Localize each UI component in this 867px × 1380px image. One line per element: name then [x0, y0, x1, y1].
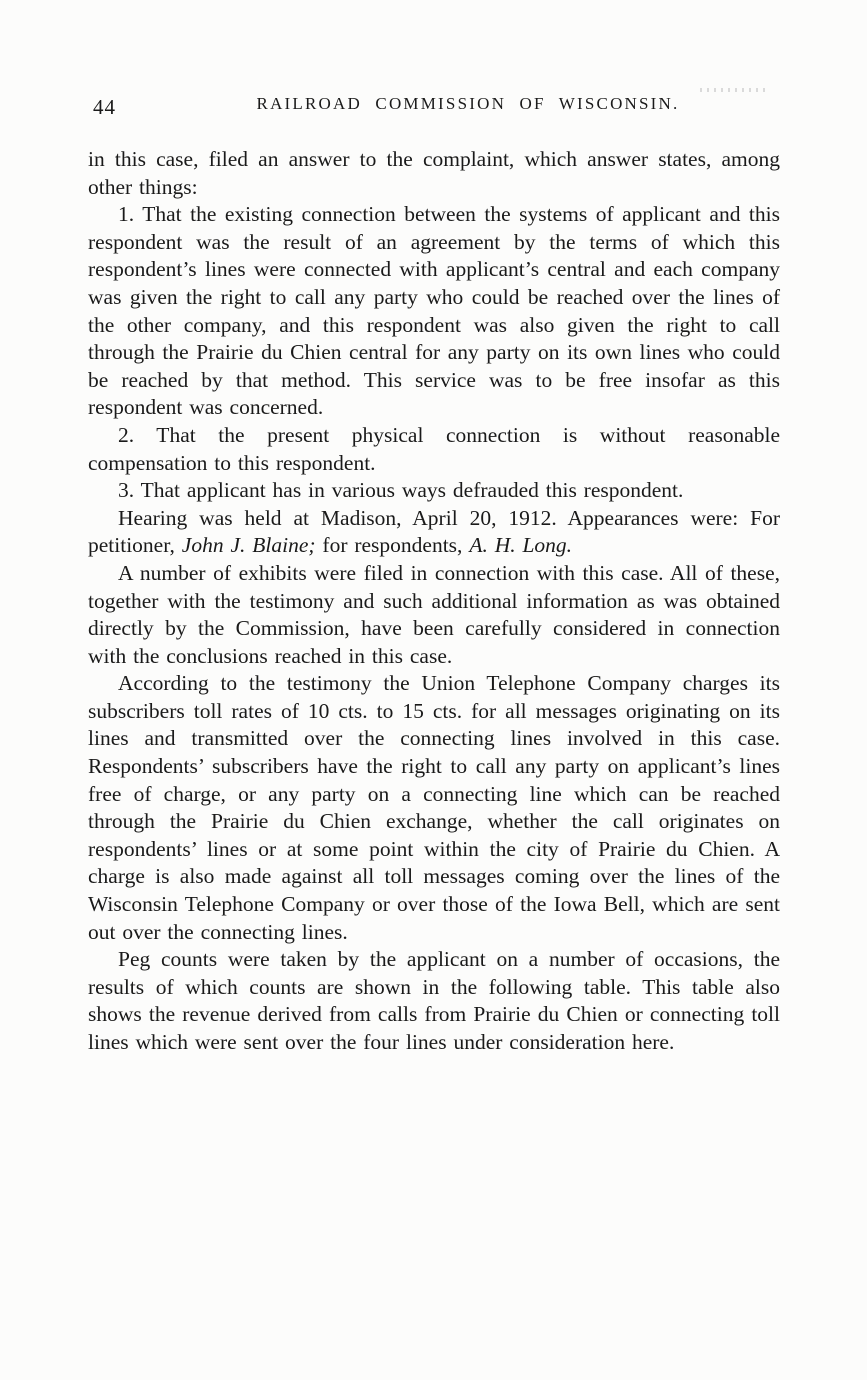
paragraph [88, 422, 780, 477]
paragraph [88, 201, 780, 422]
paragraph [88, 946, 780, 1056]
paragraph [88, 505, 780, 560]
italic-text-run: A. H. Long. [469, 533, 573, 558]
text-run: 3. That applicant has in various ways defrauded this respondent. [118, 478, 684, 503]
text-run: 2. That the present physical connection is without reasonable compensation to this respondent. [88, 422, 780, 475]
text-run: for respondents, [315, 533, 470, 558]
running-header: RAILROAD COMMISSION OF WISCONSIN. [256, 94, 680, 113]
paragraph [88, 146, 780, 201]
paragraph [88, 560, 780, 670]
text-run: Peg counts were taken by the applicant on a number of occasions, the results of which counts are shown in the following table. This table also shows the revenue derived from calls from Prairie du Chien or connecting toll lines which were sent over the four lines under consideration here. [88, 947, 780, 1054]
text-run: in this case, filed an answer to the complaint, which answer states, among other things: [88, 147, 780, 199]
paragraph [88, 670, 780, 946]
text-run: Hearing was held at Madison, April 20, 1912. Appearances were: For petitioner, [88, 505, 780, 558]
text-run: 1. That the existing connection between the systems of applicant and this respondent was the result of an agreement by the terms of which this respondent’s lines were connected with applicant’s central and each company was given the right to call any party who could be reached over the lines of the other company, and this respondent was also given the right to call through the Prairie du Chien central for any party on its own lines who could be reached by that method. This service was to be free insofar as this respondent was concerned. [88, 202, 780, 420]
scan-artifact [700, 88, 770, 92]
paragraph [88, 477, 780, 505]
text-run: A number of exhibits were filed in connection with this case. All of these, together with the testimony and such additional information as was obtained directly by the Commission, have been carefully considered in connection with the conclusions reached in this case. [88, 560, 780, 668]
body-text [88, 146, 780, 1057]
page-header [88, 94, 780, 124]
text-run: According to the testimony the Union Telephone Company charges its subscribers toll rates of 10 cts. to 15 cts. for all messages originating on its lines and transmitted over the connecting lines involved in this case. Respondents’ subscribers have the right to call any party on applicant’s lines free of charge, or any party on a connecting line which can be reached through the Prairie du Chien exchange, whether the call originates on respondents’ lines or at some point within the city of Prairie du Chien. A charge is also made against all toll messages coming over the lines of the Wisconsin Telephone Company or over those of the Iowa Bell, which are sent out over the connecting lines. [88, 671, 780, 944]
page-number: 44 [93, 95, 116, 119]
italic-text-run: John J. Blaine; [181, 533, 316, 558]
